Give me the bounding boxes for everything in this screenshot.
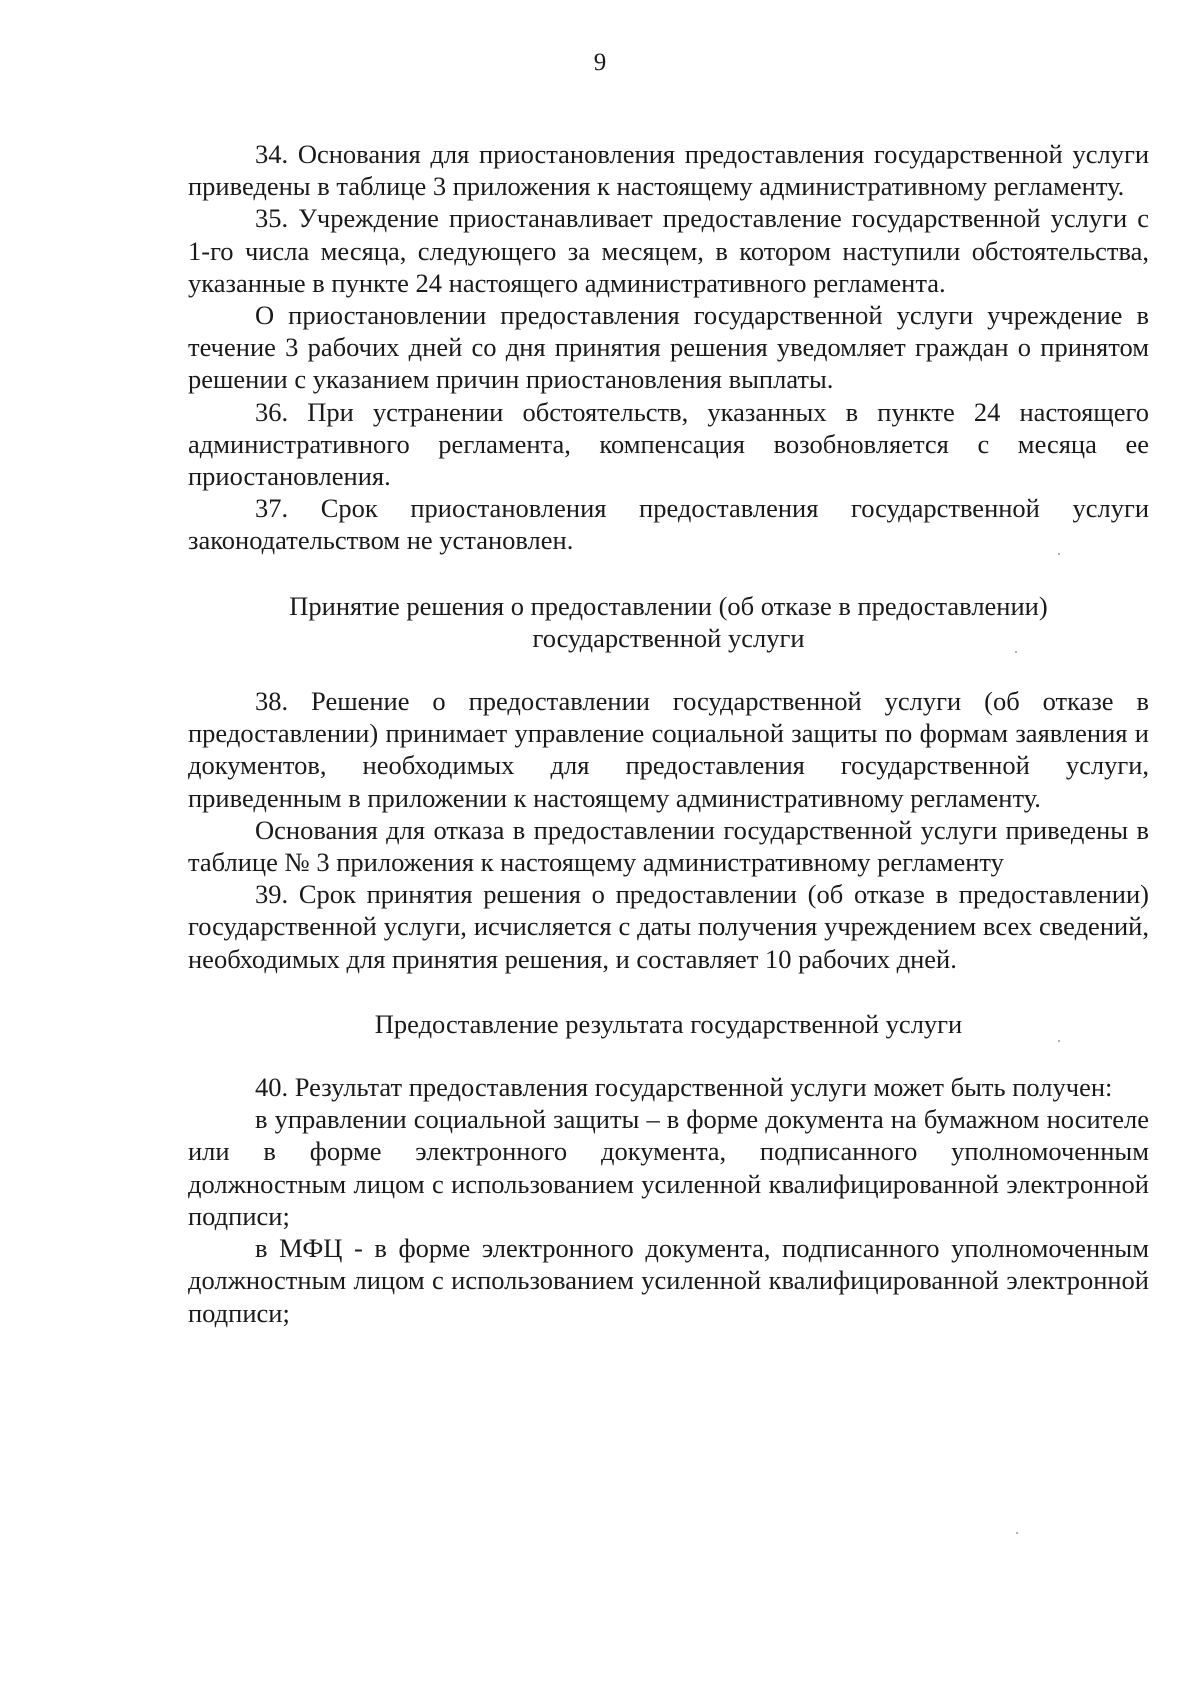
scan-speck xyxy=(1016,1532,1018,1534)
section-heading-line: Принятие решения о предоставлении (об отказе в предоставлении) xyxy=(289,590,1048,621)
section-heading xyxy=(188,590,1149,654)
paragraph: 37. Срок приостановления предоставления государственной услуги законодательством не установлен. xyxy=(188,493,1149,556)
paragraph: в управлении социальной защиты – в форме документа на бумажном носителе или в форме электронного документа, подписанного уполномоченным должностным лицом с использованием усиленной квалифицированной электронной подписи; xyxy=(188,1104,1149,1231)
paragraph: 39. Срок принятия решения о предоставлении (об отказе в предоставлении) государственной услуги, исчисляется с даты получения учреждением всех сведений, необходимых для принятия решения, и составляет 10 рабочих дней. xyxy=(188,879,1149,974)
section-heading-line: Предоставление результата государственной услуги xyxy=(374,1008,963,1039)
paragraph: 36. При устранении обстоятельств, указанных в пункте 24 настоящего административного регламента, компенсация возобновляется с месяца ее приостановления. xyxy=(188,396,1149,492)
paragraph: 34. Основания для приостановления предоставления государственной услуги приведены в таблице 3 приложения к настоящему административному регламенту. xyxy=(188,139,1149,202)
scan-speck xyxy=(1058,1040,1060,1042)
scan-speck xyxy=(1058,553,1060,555)
paragraph: 35. Учреждение приостанавливает предоставление государственной услуги с 1-го числа месяца, следующего за месяцем, в котором наступили обстоятельства, указанные в пункте 24 настоящего административного регламента. xyxy=(188,203,1149,298)
paragraph: О приостановлении предоставления государственной услуги учреждение в течение 3 рабочих дней со дня принятия решения уведомляет граждан о принятом решении с указанием причин приостановления выплаты. xyxy=(188,300,1149,395)
section-heading-line: государственной услуги xyxy=(532,622,805,653)
scan-speck xyxy=(1015,651,1017,653)
section-heading xyxy=(188,1008,1149,1040)
paragraph: 40. Результат предоставления государственной услуги может быть получен: xyxy=(255,1072,1113,1103)
paragraph: в МФЦ - в форме электронного документа, подписанного уполномоченным должностным лицом с использованием усиленной квалифицированной электронной подписи; xyxy=(188,1233,1149,1328)
page-number: 9 xyxy=(593,49,607,76)
paragraph: 38. Решение о предоставлении государственной услуги (об отказе в предоставлении) принимает управление социальной защиты по формам заявления и документов, необходимых для предоставления государственной услуги, приведенным в приложении к настоящему административному регламенту. xyxy=(188,686,1149,813)
document-body xyxy=(188,138,1149,1329)
paragraph: Основания для отказа в предоставлении государственной услуги приведены в таблице № 3 приложения к настоящему административному регламенту xyxy=(188,814,1149,878)
